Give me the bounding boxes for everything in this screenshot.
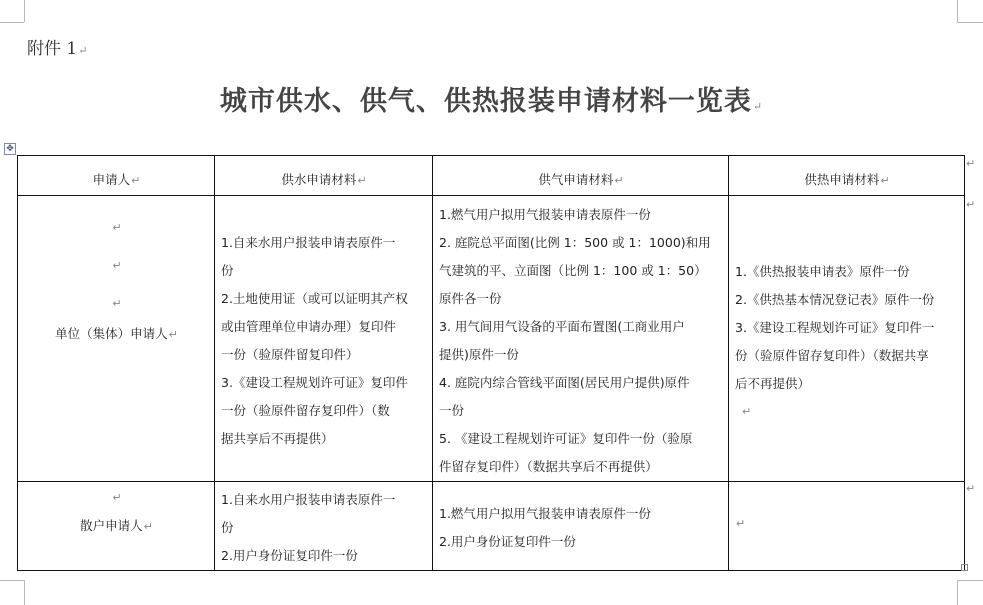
paragraph-mark: ↵ xyxy=(752,100,764,113)
list-item: 1.《供热报装申请表》原件一份 xyxy=(735,264,910,279)
list-item: 原件各一份 xyxy=(439,291,502,306)
list-item: 份 xyxy=(221,263,234,278)
crop-mark-bottom-left xyxy=(24,580,25,605)
list-item: 3.《建设工程规划许可证》复印件一 xyxy=(735,320,935,335)
list-item: 5. 《建设工程规划许可证》复印件一份（验原 xyxy=(439,431,693,446)
list-item: 2.《供热基本情况登记表》原件一份 xyxy=(735,292,935,307)
list-item: 2.用户身份证复印件一份 xyxy=(221,548,358,563)
list-item: 据共享后不再提供） xyxy=(221,431,334,446)
header-cell-water: 供水申请材料↵ xyxy=(215,156,433,196)
header-cell-applicant: 申请人↵ xyxy=(18,156,215,196)
header-cell-gas: 供气申请材料↵ xyxy=(433,156,729,196)
table-header-row xyxy=(18,156,965,196)
paragraph-mark: ↵ xyxy=(78,44,88,57)
crop-mark-bottom-left xyxy=(0,580,24,581)
row-end-mark: ↵ xyxy=(966,157,976,170)
crop-mark-top-right xyxy=(957,0,958,22)
cell-water-unit xyxy=(215,196,433,482)
attachment-label: 附件 1↵ xyxy=(27,39,88,59)
page-title: 城市供水、供气、供热报装申请材料一览表↵ xyxy=(219,86,764,117)
list-item: 气建筑的平、立面图（比例 1：100 或 1：50） xyxy=(439,263,707,278)
list-item: 提供)原件一份 xyxy=(439,347,519,362)
list-item: 2.土地使用证（或可以证明其产权 xyxy=(221,291,408,306)
table-row-unit xyxy=(18,196,965,482)
cell-heat-individual: ↵ xyxy=(729,482,965,571)
row-end-mark: ↵ xyxy=(966,482,976,495)
cell-gas-unit xyxy=(433,196,729,482)
list-item: 3. 用气间用气设备的平面布置图(工商业用户 xyxy=(439,319,685,334)
cell-water-individual xyxy=(215,482,433,571)
list-item: 一份 xyxy=(439,403,465,418)
list-item: 后不再提供） xyxy=(735,376,811,391)
crop-mark-top-left xyxy=(0,22,24,23)
materials-table xyxy=(17,155,965,571)
cell-applicant-individual: ↵ 散户申请人↵ xyxy=(18,482,215,571)
header-cell-heat: 供热申请材料↵ xyxy=(729,156,965,196)
cell-applicant-unit: ↵ ↵ ↵ 单位（集体）申请人↵ xyxy=(18,196,215,482)
table-resize-handle[interactable] xyxy=(961,564,968,571)
list-item: 份 xyxy=(221,520,234,535)
crop-mark-bottom-right xyxy=(957,580,958,605)
row-end-mark: ↵ xyxy=(966,198,976,211)
table-row-individual xyxy=(18,482,965,571)
table-move-handle-icon[interactable]: ✥ xyxy=(4,143,16,155)
crop-mark-top-left xyxy=(24,0,25,22)
list-item: 份（验原件留存复印件）（数据共享 xyxy=(735,348,929,363)
crop-mark-bottom-right xyxy=(957,580,983,581)
list-item: 1.自来水用户报装申请表原件一 xyxy=(221,235,396,250)
list-item: 3.《建设工程规划许可证》复印件 xyxy=(221,375,408,390)
list-item: 一份（验原件留复印件） xyxy=(221,347,359,362)
list-item: 1.燃气用户拟用气报装申请表原件一份 xyxy=(439,207,651,222)
list-item: 或由管理单位申请办理）复印件 xyxy=(221,319,397,334)
list-item: 1.燃气用户拟用气报装申请表原件一份 xyxy=(439,506,651,521)
cell-heat-unit: 1.《供热报装申请表》原件一份 2.《供热基本情况登记表》原件一份 3.《建设工程规划许可证》复印件一 份（验原件留存复印件）（数据共享 后不再提供） ↵ xyxy=(729,196,965,482)
list-item: 2.用户身份证复印件一份 xyxy=(439,534,576,549)
list-item: 一份（验原件留存复印件）（数 xyxy=(221,403,390,418)
list-item: 4. 庭院内综合管线平面图(居民用户提供)原件 xyxy=(439,375,690,390)
list-item: 2. 庭院总平面图(比例 1：500 或 1：1000)和用 xyxy=(439,235,711,250)
list-item: 件留存复印件）（数据共享后不再提供） xyxy=(439,459,658,474)
list-item: 1.自来水用户报装申请表原件一 xyxy=(221,492,396,507)
cell-gas-individual xyxy=(433,482,729,571)
crop-mark-top-right xyxy=(957,22,983,23)
